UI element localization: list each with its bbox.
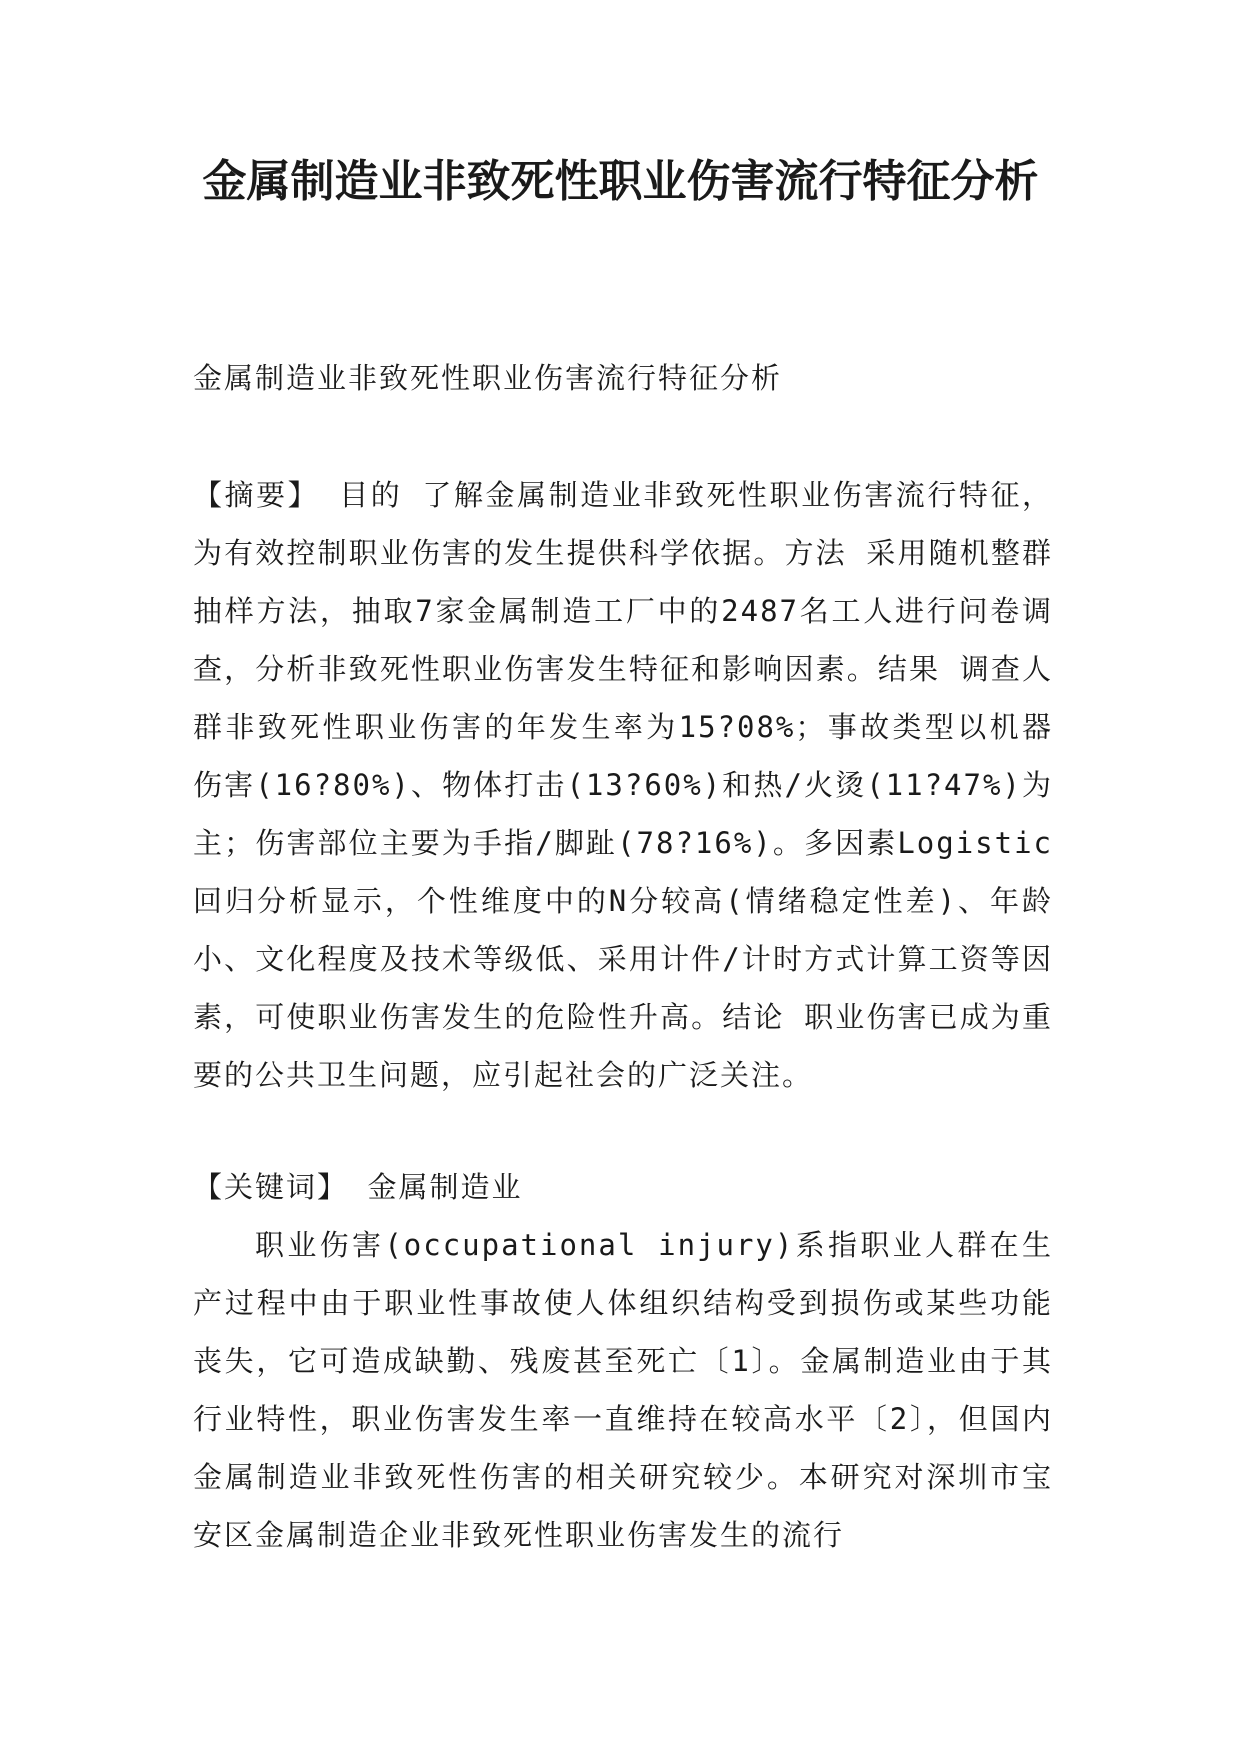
document-title: 金属制造业非致死性职业伤害流行特征分析 (202, 156, 1039, 207)
document-subtitle: 金属制造业非致死性职业伤害流行特征分析 (193, 361, 783, 395)
intro-paragraph: 职业伤害(occupational injury)系指职业人群在生产过程中由于职业性事故使人体组织结构受到损伤或某些功能丧失，它可造成缺勤、残废甚至死亡〔1〕。金属制造业由于其行业特性，职业伤害发生率一直维持在较高水平〔2〕，但国内金属制造业非致死性伤害的相关研究较少。本研究对深圳市宝安区金属制造企业非致死性职业伤害发生的流行 (193, 1228, 1053, 1552)
keywords-line: 【关键词】 金属制造业 (193, 1170, 523, 1204)
abstract-paragraph: 【摘要】 目的 了解金属制造业非致死性职业伤害流行特征，为有效控制职业伤害的发生提供科学依据。方法 采用随机整群抽样方法，抽取7家金属制造工厂中的2487名工人进行问卷调查，分析非致死性职业伤害发生特征和影响因素。结果 调查人群非致死性职业伤害的年发生率为15?08%；事故类型以机器伤害(16?80%)、物体打击(13?60%)和热/火烫(11?47%)为主；伤害部位主要为手指/脚趾(78?16%)。多因素Logistic回归分析显示，个性维度中的N分较高(情绪稳定性差)、年龄小、文化程度及技术等级低、采用计件/计时方式计算工资等因素，可使职业伤害发生的危险性升高。结论 职业伤害已成为重要的公共卫生问题，应引起社会的广泛关注。 (193, 478, 1053, 1092)
